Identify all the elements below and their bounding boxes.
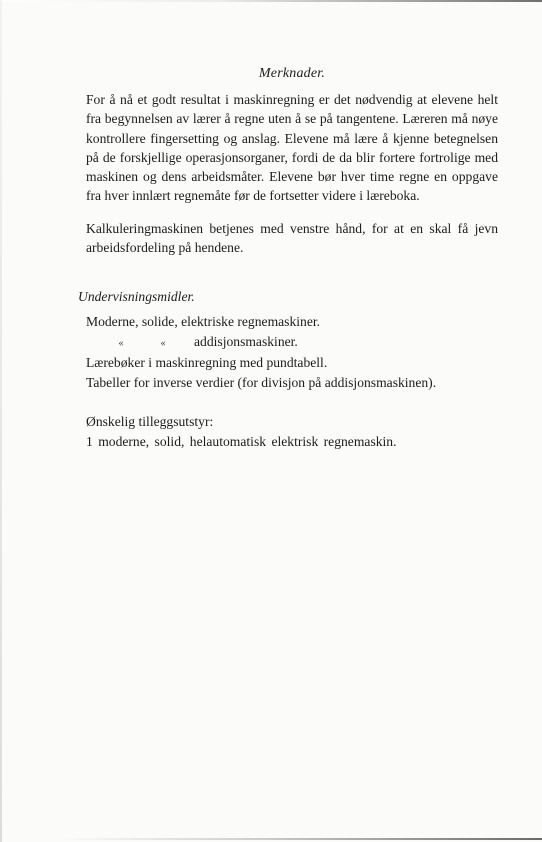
list-item	[86, 332, 498, 353]
ditto-mark: «	[160, 337, 166, 349]
paragraph-left-hand: Kalkuleringmaskinen betjenes med venstre hånd, for at en skal få jevn arbeidsfordeling på hendene.	[86, 220, 498, 256]
list-item: 1 moderne, solid, helautomatisk elektrisk regnemaskin.	[86, 434, 397, 449]
list-item: Moderne, solide, elektriske regnemaskiner.	[86, 314, 321, 330]
list-item: Lærebøker i maskinregning med pundtabell.	[86, 355, 328, 371]
page-edge-left	[0, 0, 2, 842]
teaching-aids-heading: Undervisningsmidler.	[78, 289, 195, 305]
page-content	[78, 66, 498, 451]
spacer	[86, 257, 498, 287]
spacer	[86, 392, 498, 412]
page-edge-bottom	[60, 838, 542, 840]
list-item: Tabeller for inverse verdier (for divisjon på addisjonsmaskinen).	[86, 374, 437, 390]
paragraph-instructions: For å nå et godt resultat i maskinregning er det nødvendig at elevene helt fra begynnelsen av lærer å regne uten å se på tangentene. Læreren må nøye kontrollere fingersetting og anslag. Elevene må lære å kjenne betegnelsen på de forskjellige operasjonsorganer, fordi de da blir fortere fortrolige med maskinen og dens arbeidsmåter. Elevene bør hver time regne en oppgave fra hver innlært regnemåte før de fortsetter videre i læreboka.	[86, 92, 498, 204]
page-edge-top	[0, 0, 542, 2]
ditto-mark: «	[118, 337, 124, 349]
list-item-text: addisjonsmaskiner.	[194, 333, 298, 349]
spacer	[86, 206, 498, 219]
page-heading: Merknader.	[258, 66, 326, 81]
optional-equipment-heading: Ønskelig tilleggsutstyr:	[86, 414, 214, 429]
teaching-aids-list	[86, 312, 498, 392]
